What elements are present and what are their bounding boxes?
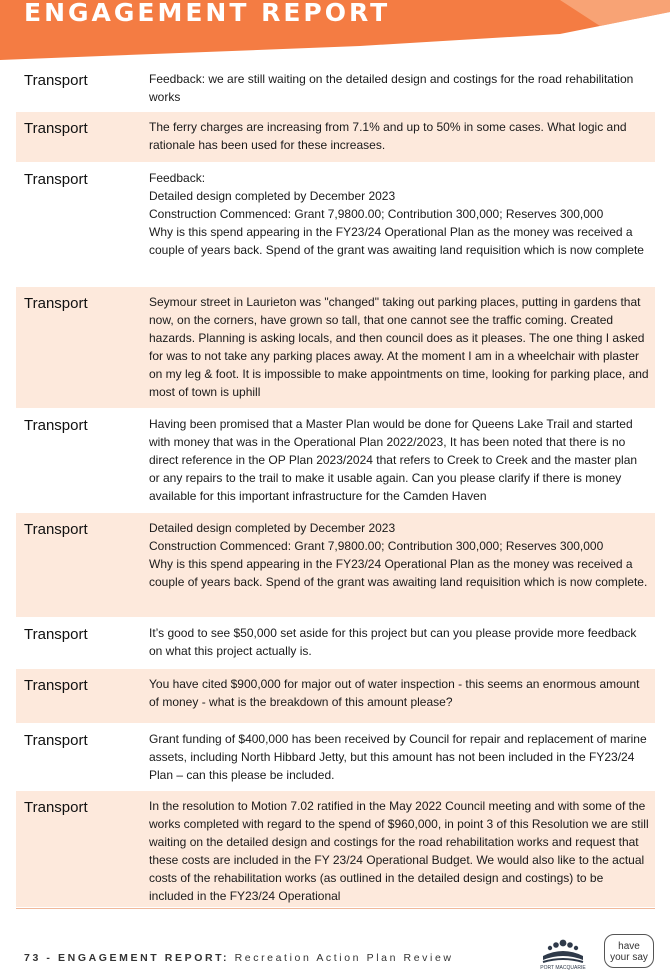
table-row	[16, 64, 655, 112]
row-category: Transport	[24, 72, 88, 89]
row-text: Seymour street in Laurieton was "changed" taking out parking places, putting in gardens that now, on the corners, have grown so tall, that one cannot see the traffic coming. Created hazards. Planning is asking locals, and then council does as it pleases. The one thing I asked for was to not take any parking places away. At the moment I am in a wheelchair with plaster on my leg & foot. It is impossible to make appointments on time, looking for parking place, and most of town is uphill	[149, 295, 649, 399]
row-category: Transport	[24, 521, 88, 538]
page-number: 73	[24, 952, 41, 964]
table-row	[16, 409, 655, 513]
council-logo	[537, 934, 589, 970]
row-category: Transport	[24, 677, 88, 694]
row-text: Detailed design completed by December 2023 Construction Commenced: Grant 7,9800.00; Contribution 300,000; Reserves 300,000 Why is this spend appearing in the FY23/24 Operational Plan as the money was received a couple of years back. Spend of the grant was awaiting land requisition which is now complete.	[149, 521, 648, 589]
row-category: Transport	[24, 732, 88, 749]
footer-document-title: Recreation Action Plan Review	[229, 952, 454, 964]
row-category: Transport	[24, 417, 88, 434]
table-row	[16, 669, 655, 724]
footer-separator: -	[40, 952, 59, 964]
table-row	[16, 163, 655, 287]
table-row	[16, 112, 655, 163]
row-text: The ferry charges are increasing from 7.1% and up to 50% in some cases. What logic and rationale has been used for these increases.	[149, 120, 627, 152]
footer-divider	[16, 908, 655, 909]
row-category: Transport	[24, 799, 88, 816]
row-text: You have cited $900,000 for major out of water inspection - this seems an enormous amount of money - what is the breakdown of this amount please?	[149, 677, 640, 709]
table-row	[16, 287, 655, 409]
row-category: Transport	[24, 171, 88, 188]
row-text: Feedback: we are still waiting on the detailed design and costings for the road rehabilitation works	[149, 72, 634, 104]
footer-report-label: ENGAGEMENT REPORT:	[58, 952, 230, 964]
table-row	[16, 724, 655, 791]
page-title: ENGAGEMENT REPORT	[24, 0, 391, 27]
have-your-say-line2: your say	[610, 952, 648, 963]
row-text: Having been promised that a Master Plan would be done for Queens Lake Trail and started with money that was in the Operational Plan 2022/2023, It has been noted that there is no direct reference in the OP Plan 2023/2024 that refers to Creek to Creek and the master plan or any repairs to the trail to make it usable again. Can you please clarify if there is money available for this important infrastructure for the Camden Haven	[149, 417, 638, 503]
row-text: Feedback: Detailed design completed by December 2023 Construction Commenced: Grant 7,9800.00; Contribution 300,000; Reserves 300,000 Why is this spend appearing in the FY23/24 Operational Plan as the money was received a couple of years back. Spend of the grant was awaiting land requisition which is now complete	[149, 171, 644, 257]
row-text: Grant funding of $400,000 has been received by Council for repair and replacement of marine assets, including North Hibbard Jetty, but this amount has not been included in the FY23/24 Plan – can this please be included.	[149, 732, 647, 782]
table-row	[16, 513, 655, 618]
footer-caption	[24, 952, 454, 964]
have-your-say-line1: have	[618, 941, 640, 952]
table-row	[16, 618, 655, 669]
have-your-say-logo	[604, 934, 654, 968]
page-header	[0, 0, 670, 62]
row-category: Transport	[24, 120, 88, 137]
row-category: Transport	[24, 626, 88, 643]
feedback-table	[16, 64, 655, 908]
council-logo-text: PORT MACQUARIE	[540, 965, 586, 971]
row-text: It’s good to see $50,000 set aside for this project but can you please provide more feedback on what this project actually is.	[149, 626, 637, 658]
row-text: In the resolution to Motion 7.02 ratified in the May 2022 Council meeting and with some of the works completed with regard to the spend of $960,000, in point 3 of this Resolution we are still waiting on the detailed design and costings for the road rehabilitation works and request that these costs are included in the FY 23/24 Operational Budget. We would also like to the actual costs of the rehabilitation works (as outlined in the detailed design and costings) to be included in the FY23/24 Operational	[149, 799, 649, 903]
table-row	[16, 791, 655, 908]
row-category: Transport	[24, 295, 88, 312]
